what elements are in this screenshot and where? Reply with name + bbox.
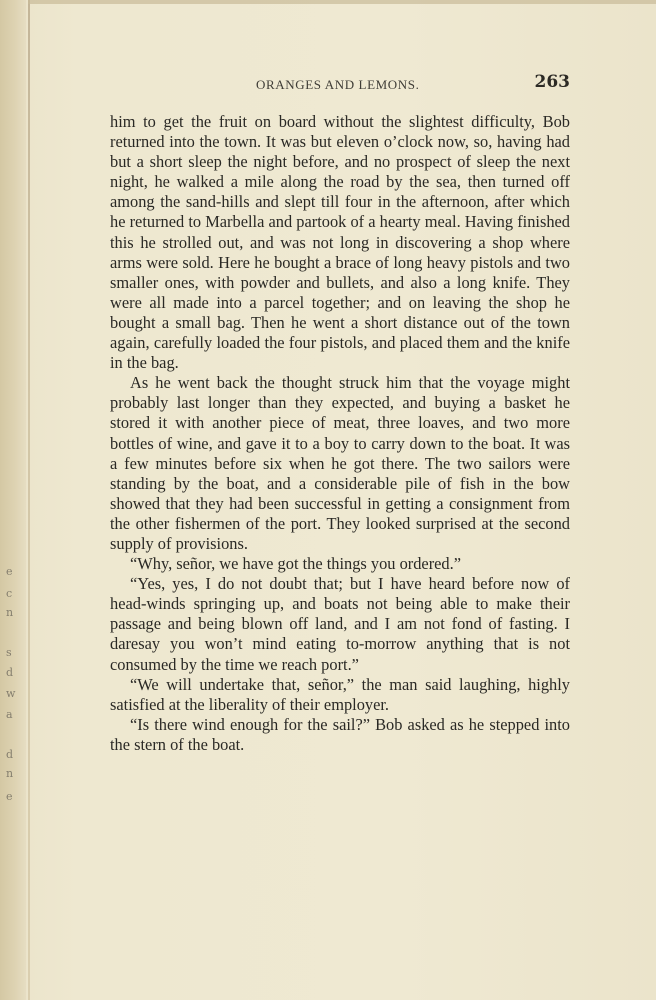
margin-bleed-letter: d: [6, 666, 14, 679]
binding-gutter: [0, 0, 26, 1000]
paragraph: him to get the fruit on board without the slightest difficulty, Bob returned into the town. It was but eleven o’clock now, so, having had but a short sleep the night before, and no prospect of sleep the next night, he walked a mile along the road by the sea, then turned off among the sand-hills and slept till four in the afternoon, after which he returned to Marbella and partook of a hearty meal. Having finished this he strolled out, and was not long in discovering a shop where arms were sold. Here he bought a brace of long heavy pistols and two smaller ones, with powder and bullets, and also a long knife. They were all made into a parcel together; and on leaving the shop he bought a small bag. Then he went a short distance out of the town again, carefully loaded the four pistols, and placed them and the knife in the bag.: [110, 112, 570, 373]
paragraph: As he went back the thought struck him that the voyage might probably last longer than they expected, and buying a basket he stored it with another piece of meat, three loaves, and two more bottles of wine, and gave it to a boy to carry down to the boat. It was a few minutes before six when he got there. The two sailors were standing by the boat, and a considerable pile of fish in the bow showed that they had been successful in getting a consignment from the other fishermen of the port. They looked surprised at the second supply of provisions.: [110, 373, 570, 553]
running-head: ORANGES AND LEMONS.: [256, 77, 420, 92]
margin-bleed-letter: e: [6, 565, 13, 578]
margin-bleed-letter: n: [6, 606, 14, 619]
margin-bleed-letter: d: [6, 748, 14, 761]
body-text: [110, 112, 570, 755]
margin-bleed-letter: a: [6, 708, 13, 721]
page-number: 263: [534, 72, 570, 92]
paragraph: “Why, señor, we have got the things you ordered.”: [130, 554, 461, 574]
page-top-edge: [28, 0, 656, 4]
gutter-shadow-line: [28, 0, 30, 1000]
paragraph: “Is there wind enough for the sail?” Bob asked as he stepped into the stern of the boat.: [110, 714, 570, 754]
margin-bleed-letter: c: [6, 587, 13, 600]
paragraph: “We will undertake that, señor,” the man said laughing, highly satisfied at the liberality of their employer.: [110, 674, 570, 714]
margin-bleed-letter: e: [6, 790, 13, 803]
margin-bleed-letter: w: [6, 687, 16, 700]
page-header: [110, 73, 570, 97]
margin-bleed-letter: n: [6, 767, 14, 780]
paragraph: “Yes, yes, I do not doubt that; but I have heard before now of head-winds springing up, and boats not being able to make their passage and being blown off land, and I am not fond of fasting. I daresay you won’t mind eating to-morrow anything that is not consumed by the time we reach port.”: [110, 574, 570, 674]
margin-bleed-letter: s: [6, 646, 12, 659]
